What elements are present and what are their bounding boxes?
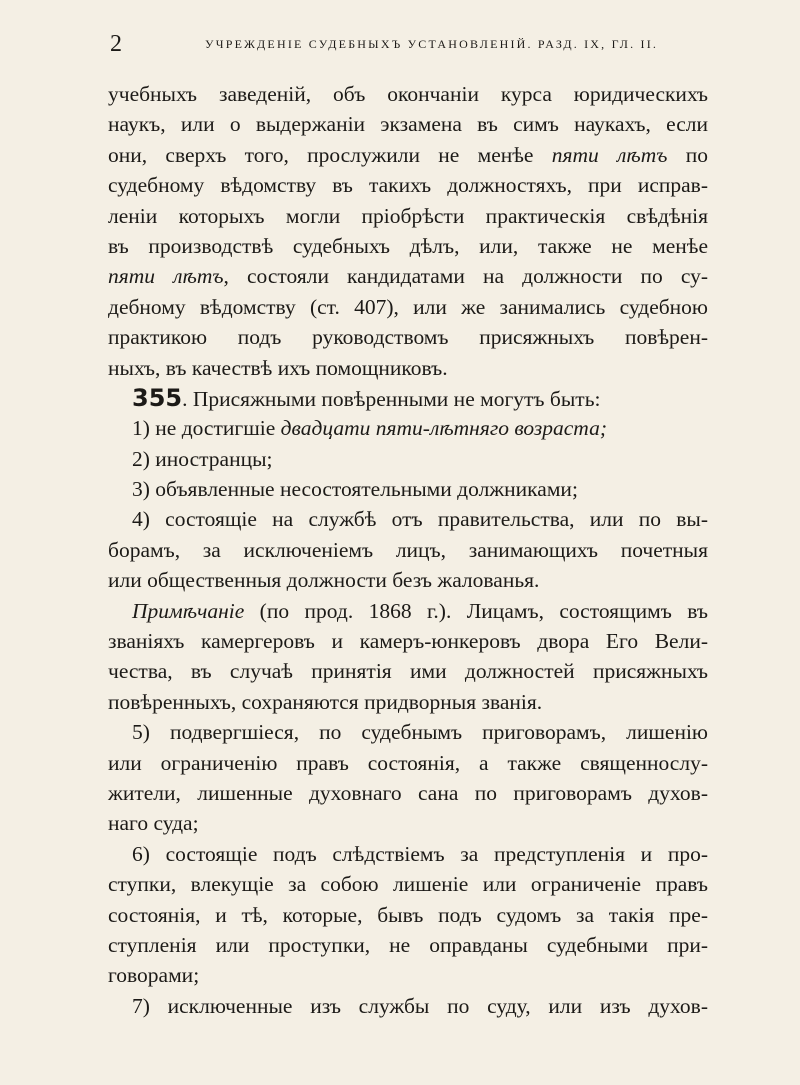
text-segment: судебному вѣдомству въ такихъ должностяхъ, при исправ- [108, 173, 708, 198]
text-segment: 1) не достигшіе [132, 416, 281, 441]
text-line [108, 596, 708, 626]
italic-text: пяти лѣтъ [551, 142, 668, 167]
text-line [108, 109, 708, 139]
text-segment: 5) подвергшіеся, по судебнымъ приговорамъ, лишенію [132, 720, 708, 745]
text-segment: состоянія, и тѣ, которые, бывъ подъ судомъ за такія пре- [108, 902, 708, 927]
text-line [108, 565, 708, 595]
italic-text: Примѣчаніе [132, 598, 245, 623]
text-segment: леніи которыхъ могли пріобрѣсти практическія свѣдѣнія [108, 203, 708, 228]
text-segment: ныхъ, въ качествѣ ихъ помощниковъ. [108, 355, 448, 380]
text-line [108, 413, 708, 443]
text-line [108, 231, 708, 261]
text-line [108, 444, 708, 474]
text-segment: 7) исключенные изъ службы по суду, или изъ духов- [132, 993, 708, 1018]
text-line [108, 140, 708, 170]
page-number: 2 [110, 31, 122, 57]
section-number: 355 [132, 383, 183, 412]
text-line [108, 535, 708, 565]
italic-text: двадцати пяти-лѣтняго возраста; [280, 416, 607, 441]
text-segment: , состояли кандидатами на должности по су- [223, 264, 709, 289]
text-segment: . Присяжными повѣренными не могутъ быть: [182, 386, 601, 411]
text-line [108, 201, 708, 231]
text-segment: борамъ, за исключеніемъ лицъ, занимающихъ почетныя [108, 537, 708, 562]
text-segment: или ограниченію правъ состоянія, а также священнослу- [108, 750, 708, 775]
text-segment: ступки, влекущіе за собою лишеніе или ограниченіе правъ [108, 872, 708, 897]
text-line [108, 261, 708, 291]
text-line [108, 900, 708, 930]
text-line [108, 748, 708, 778]
text-line [108, 656, 708, 686]
text-segment: практикою подъ руководствомъ присяжныхъ повѣрен- [108, 325, 708, 350]
text-segment: наукъ, или о выдержаніи экзамена въ симъ наукахъ, если [108, 112, 708, 137]
text-segment: наго суда; [108, 811, 199, 836]
text-segment: жители, лишенные духовнаго сана по приговорамъ духов- [108, 780, 708, 805]
text-line [108, 383, 708, 413]
text-segment: 4) состоящіе на службѣ отъ правительства, или по вы- [132, 507, 708, 532]
text-line [108, 717, 708, 747]
text-line [108, 504, 708, 534]
text-line [108, 170, 708, 200]
text-segment: 2) иностранцы; [132, 446, 273, 471]
page-header [0, 30, 800, 60]
text-line [108, 991, 708, 1021]
text-line [108, 687, 708, 717]
text-line [108, 778, 708, 808]
text-segment: въ производствѣ судебныхъ дѣлъ, или, также не менѣе [108, 233, 708, 258]
text-segment: или общественныя должности безъ жалованья. [108, 568, 540, 593]
text-line [108, 960, 708, 990]
text-line [108, 808, 708, 838]
body-text [108, 79, 708, 1021]
text-line [108, 474, 708, 504]
text-segment: говорами; [108, 963, 200, 988]
text-segment: (по прод. 1868 г.). Лицамъ, состоящимъ въ [244, 598, 708, 623]
text-segment: чества, въ случаѣ принятія ими должностей присяжныхъ [108, 659, 708, 684]
text-segment: по [667, 142, 708, 167]
text-line [108, 353, 708, 383]
text-segment: повѣренныхъ, сохраняются придворныя званія. [108, 689, 543, 714]
running-head: УЧРЕЖДЕНІЕ СУДЕБНЫХЪ УСТАНОВЛЕНІЙ. РАЗД. IX, ГЛ. II. [205, 37, 659, 51]
text-line [108, 626, 708, 656]
text-line [108, 79, 708, 109]
text-segment: 6) состоящіе подъ слѣдствіемъ за предступленія и про- [132, 841, 708, 866]
text-line [108, 869, 708, 899]
text-line [108, 930, 708, 960]
text-line [108, 839, 708, 869]
text-segment: они, сверхъ того, прослужили не менѣе [108, 142, 552, 167]
text-segment: 3) объявленные несостоятельными должниками; [132, 477, 578, 502]
text-segment: учебныхъ заведеній, объ окончаніи курса юридическихъ [108, 82, 708, 106]
text-line [108, 322, 708, 352]
text-line [108, 292, 708, 322]
text-segment: ступленія или проступки, не оправданы судебными при- [108, 932, 708, 957]
text-segment: дебному вѣдомству (ст. 407), или же занимались судебною [108, 294, 708, 319]
text-segment: званіяхъ камергеровъ и камеръ-юнкеровъ двора Его Вели- [108, 629, 708, 654]
italic-text: пяти лѣтъ [108, 264, 224, 289]
